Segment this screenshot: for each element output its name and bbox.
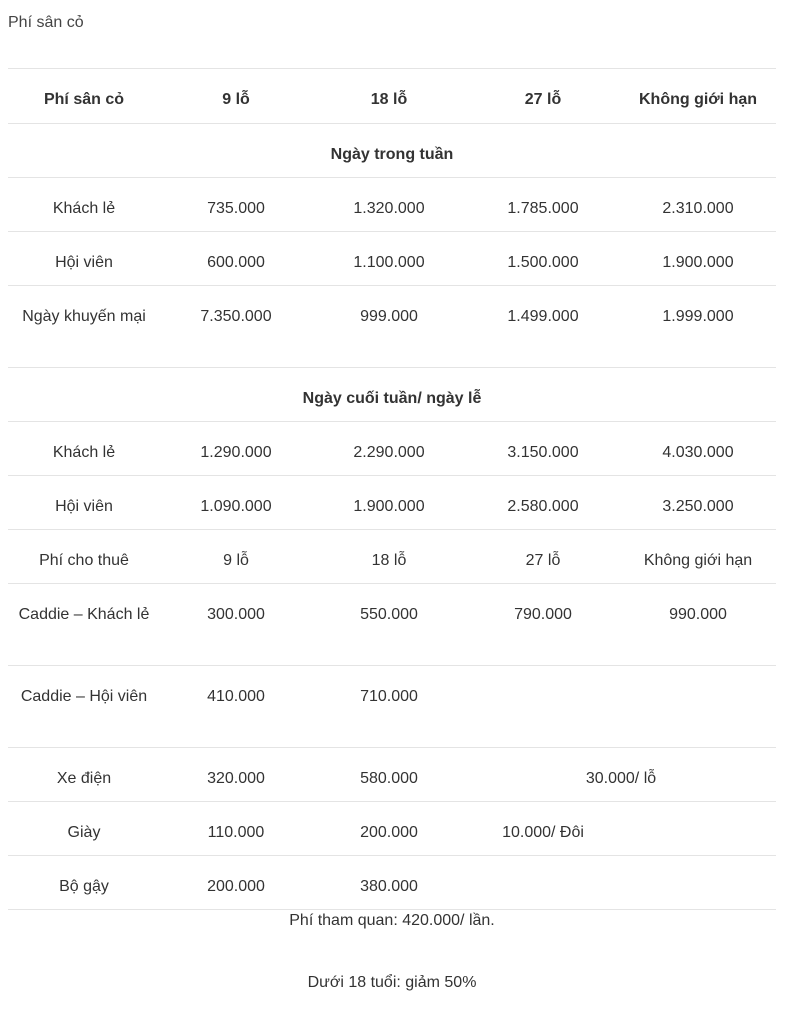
table-cell: 1.900.000 (620, 232, 776, 286)
table-row (8, 286, 776, 368)
table-row (8, 422, 776, 476)
table-row (8, 584, 776, 666)
table-cell (466, 666, 620, 748)
table-cell: 550.000 (312, 584, 466, 666)
table-cell: 1.999.000 (620, 286, 776, 368)
section-row-weekend (8, 368, 776, 422)
table-row (8, 666, 776, 748)
table-cell: 1.500.000 (466, 232, 620, 286)
table-cell: 7.350.000 (160, 286, 312, 368)
table-cell: 110.000 (160, 802, 312, 856)
table-cell: 1.900.000 (312, 476, 466, 530)
table-cell-merged: 30.000/ lỗ (466, 748, 776, 802)
table-row (8, 178, 776, 232)
table-cell: 1.100.000 (312, 232, 466, 286)
section-title: Ngày trong tuần (8, 124, 776, 178)
header-cell: 27 lỗ (466, 69, 620, 124)
table-cell: 1.090.000 (160, 476, 312, 530)
under-18-note: Dưới 18 tuổi: giảm 50% (307, 974, 477, 991)
visit-fee-note: Phí tham quan: 420.000/ lần. (289, 912, 495, 929)
table-cell: 1.785.000 (466, 178, 620, 232)
table-cell (620, 802, 776, 856)
table-row (8, 476, 776, 530)
row-label: Hội viên (8, 476, 160, 530)
table-cell: 580.000 (312, 748, 466, 802)
table-cell: 410.000 (160, 666, 312, 748)
table-cell: 1.499.000 (466, 286, 620, 368)
table-cell (620, 856, 776, 910)
table-cell: 320.000 (160, 748, 312, 802)
rental-header-row (8, 530, 776, 584)
row-label: Caddie – Khách lẻ (8, 584, 160, 666)
table-cell: 1.320.000 (312, 178, 466, 232)
row-label: Phí cho thuê (8, 530, 160, 584)
table-header-row (8, 69, 776, 124)
table-cell: 990.000 (620, 584, 776, 666)
table-cell: 9 lỗ (160, 530, 312, 584)
table-cell: 10.000/ Đôi (466, 802, 620, 856)
table-row (8, 856, 776, 910)
table-cell: 735.000 (160, 178, 312, 232)
row-label: Khách lẻ (8, 422, 160, 476)
table-cell: 200.000 (160, 856, 312, 910)
table-cell (620, 666, 776, 748)
section-row-weekday (8, 124, 776, 178)
table-row (8, 748, 776, 802)
table-cell (466, 856, 620, 910)
table-cell: 4.030.000 (620, 422, 776, 476)
header-cell: Không giới hạn (620, 69, 776, 124)
header-cell: 9 lỗ (160, 69, 312, 124)
table-cell: Không giới hạn (620, 530, 776, 584)
table-cell: 2.580.000 (466, 476, 620, 530)
table-cell: 18 lỗ (312, 530, 466, 584)
section-title: Ngày cuối tuần/ ngày lễ (8, 368, 776, 422)
row-label: Caddie – Hội viên (8, 666, 160, 748)
table-cell: 790.000 (466, 584, 620, 666)
row-label: Xe điện (8, 748, 160, 802)
table-cell: 600.000 (160, 232, 312, 286)
table-row (8, 232, 776, 286)
table-cell: 710.000 (312, 666, 466, 748)
row-label: Khách lẻ (8, 178, 160, 232)
table-row (8, 802, 776, 856)
row-label: Hội viên (8, 232, 160, 286)
table-cell: 380.000 (312, 856, 466, 910)
table-cell: 3.250.000 (620, 476, 776, 530)
header-cell: 18 lỗ (312, 69, 466, 124)
row-label: Giày (8, 802, 160, 856)
table-cell: 200.000 (312, 802, 466, 856)
table-cell: 300.000 (160, 584, 312, 666)
header-cell: Phí sân cỏ (8, 69, 160, 124)
page-title: Phí sân cỏ (8, 14, 84, 31)
row-label: Bộ gậy (8, 856, 160, 910)
table-cell: 1.290.000 (160, 422, 312, 476)
table-cell: 2.310.000 (620, 178, 776, 232)
table-cell: 3.150.000 (466, 422, 620, 476)
row-label: Ngày khuyến mại (8, 286, 160, 368)
table-cell: 27 lỗ (466, 530, 620, 584)
table-cell: 2.290.000 (312, 422, 466, 476)
table-cell: 999.000 (312, 286, 466, 368)
golf-fee-table (8, 68, 776, 910)
